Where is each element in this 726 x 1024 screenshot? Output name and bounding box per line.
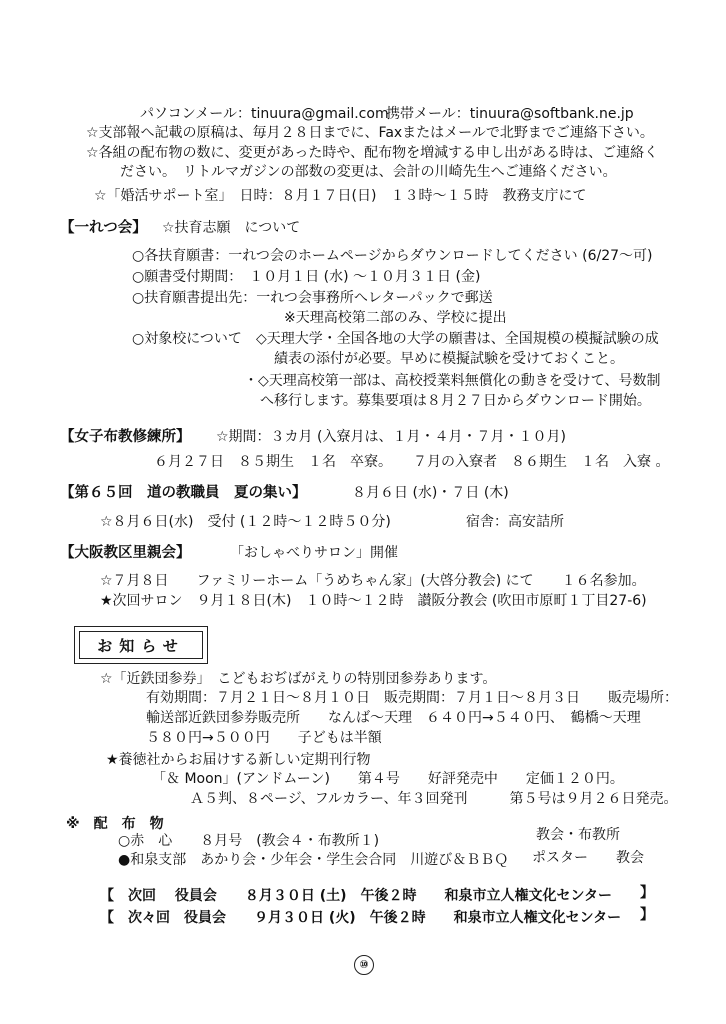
- iretsu-target-label: ○対象校について: [132, 331, 242, 347]
- iretsu-application-form: ○各扶育願書：一れつ会のホームページからダウンロードしてください (6/27～可): [132, 248, 653, 264]
- kintetsu-ticket: ☆「近鉄団参券」 こどもおぢばがえりの特別団参券あります。: [100, 671, 497, 687]
- iretsu-application-period: ○願書受付期間： １０月１日 (水) ～１０月３１日 (金): [132, 269, 481, 285]
- section-heading-kyoshokuin: 【第６５回 道の教職員 夏の集い】: [60, 485, 307, 501]
- kintetsu-price: 輸送部近鉄団参券販売所 なんば～天理 ６４０円→５４０円、 鶴橋～天理: [146, 710, 641, 726]
- iretsu-submission: ○扶育願書提出先：一れつ会事務所へレターパックで郵送: [132, 290, 493, 306]
- kintetsu-price-cont: ５８０円→５００円 子どもは半額: [146, 730, 382, 746]
- iretsu-target-highschool: ・◇天理高校第一部は、高校授業料無償化の動きを受けて、号数制: [244, 373, 661, 389]
- and-moon-info: 「＆ Moon」(アンドムーン) 第４号 好評発売中 定価１２０円。: [152, 771, 624, 787]
- notice-distribution: ☆各組の配布物の数に、変更があった時や、配布物を増減する申し出がある時は、ご連絡く: [86, 145, 659, 161]
- section-heading-distribution: ※ 配 布 物: [66, 816, 164, 832]
- mobile-email: 携帯メール：tinuura@softbank.ne.jp: [386, 106, 634, 122]
- iretsu-target-university-cont: 績表の添付が必要。早めに模擬試験を受けておくこと。: [274, 351, 624, 367]
- yotokusha-periodical: ★養徳社からお届けする新しい定期刊行物: [106, 752, 371, 768]
- notice-konkatsu: ☆「婚活サポート室」 日時：８月１７日(日) １３時～１５時 教務支庁にて: [94, 188, 587, 204]
- next-board-meeting-close: 】: [640, 885, 654, 901]
- section-heading-satooya: 【大阪教区里親会】: [60, 545, 191, 561]
- satooya-past-salon: ☆７月８日 ファミリーホーム「うめちゃん家」(大啓分教会) にて １６名参加。: [100, 573, 646, 589]
- section-heading-joshi: 【女子布教修練所】: [60, 429, 191, 445]
- distribution-sekishin: ○赤 心 ８月号 (教会４・布教所１): [118, 833, 380, 849]
- kyoshokuin-reception: ☆８月６日(水) 受付 (１２時～１２時５０分): [100, 514, 391, 530]
- iretsu-subject: ☆扶育志願 について: [162, 220, 301, 236]
- kyoshokuin-lodging: 宿舎：高安詰所: [466, 514, 564, 530]
- iretsu-target-highschool-cont: へ移行します。募集要項は８月２７日からダウンロード開始。: [260, 393, 651, 409]
- joshi-graduation: ６月２７日 ８５期生 １名 卒寮。 ７月の入寮者 ８６期生 １名 入寮 。: [154, 454, 670, 470]
- notice-box: [74, 626, 208, 664]
- distribution-izumi-target: 教会: [616, 850, 644, 866]
- distribution-izumi: ●和泉支部 あかり会・少年会・学生会合同 川遊び＆ＢＢＱ: [118, 852, 509, 868]
- notice-distribution-cont: ださい。 リトルマガジンの部数の変更は、会計の川崎先生へご連絡ください。: [120, 164, 617, 180]
- page-number: ⑩: [354, 955, 374, 975]
- notice-box-title: お知らせ: [79, 631, 203, 659]
- notice-manuscript: ☆支部報へ記載の原稿は、毎月２８日までに、Faxまたはメールで北野までご連絡下さい。: [86, 125, 654, 141]
- and-moon-details: Ａ５判、８ページ、フルカラー、年３回発刊 第５号は９月２６日発売。: [190, 791, 678, 807]
- kintetsu-period: 有効期間：７月２１日～８月１０日 販売期間：７月１日～８月３日 販売場所：: [146, 690, 678, 706]
- next-board-meeting: 【 次回 役員会 ８月３０日 (土) 午後２時 和泉市立人権文化センター: [100, 888, 612, 904]
- distribution-sekishin-target: 教会・布教所: [536, 827, 620, 843]
- iretsu-submission-note: ※天理高校第二部のみ、学校に提出: [284, 310, 507, 326]
- satooya-next-salon: ★次回サロン ９月１８日(木) １０時～１２時 讃阪分教会 (吹田市原町１丁目27-6): [100, 593, 647, 609]
- joshi-period: ☆期間：３カ月 (入寮月は、１月・４月・７月・１０月): [216, 429, 566, 445]
- pc-email: パソコンメール：tinuura@gmail.com: [140, 106, 389, 122]
- iretsu-target-university: ◇天理大学・全国各地の大学の願書は、全国規模の模擬試験の成: [256, 331, 659, 347]
- kyoshokuin-dates: ８月６日 (水)・７日 (木): [352, 485, 509, 501]
- after-next-board-meeting-close: 】: [640, 907, 654, 923]
- distribution-izumi-poster: ポスター: [532, 850, 588, 866]
- section-heading-iretsu: 【一れつ会】: [60, 220, 147, 236]
- after-next-board-meeting: 【 次々回 役員会 ９月３０日 (火) 午後２時 和泉市立人権文化センター: [100, 910, 622, 926]
- satooya-event: 「おしゃべりサロン」開催: [230, 545, 398, 561]
